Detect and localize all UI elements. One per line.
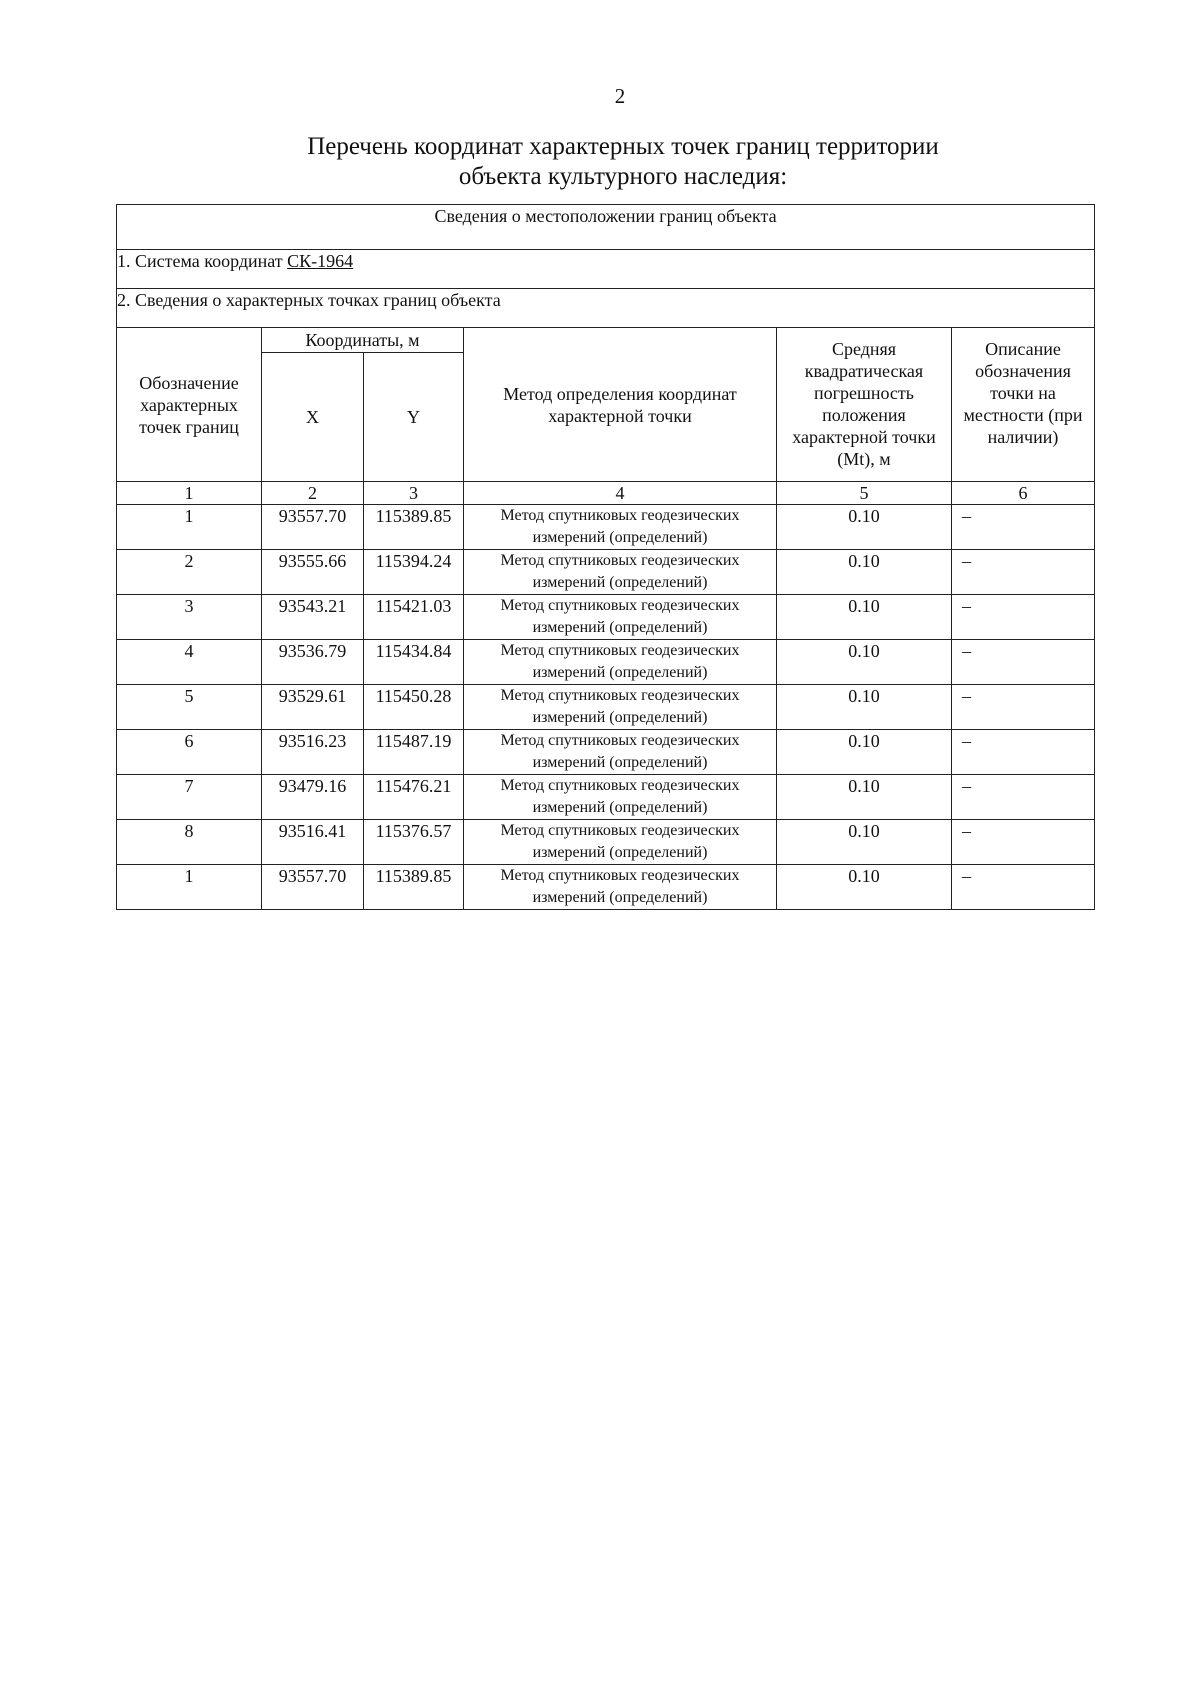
error-cell: 0.10 xyxy=(777,775,952,820)
column-number: 6 xyxy=(952,482,1095,505)
y-cell: 115487.19 xyxy=(364,730,464,775)
error-cell: 0.10 xyxy=(777,820,952,865)
column-number: 5 xyxy=(777,482,952,505)
description-cell: – xyxy=(952,640,1095,685)
y-cell: 115394.24 xyxy=(364,550,464,595)
column-number: 3 xyxy=(364,482,464,505)
document-title xyxy=(0,132,1200,192)
description-cell: – xyxy=(952,775,1095,820)
table-row xyxy=(117,730,1095,775)
description-cell: – xyxy=(952,685,1095,730)
header-point: Обозначение характерных точек границ xyxy=(117,328,262,482)
coordinate-system-name: СК-1964 xyxy=(287,251,354,271)
section-header-row xyxy=(117,205,1095,250)
header-coordinates: Координаты, м xyxy=(262,328,464,353)
x-cell: 93479.16 xyxy=(262,775,364,820)
x-cell: 93555.66 xyxy=(262,550,364,595)
y-cell: 115389.85 xyxy=(364,865,464,910)
description-cell: – xyxy=(952,865,1095,910)
point-cell: 1 xyxy=(117,865,262,910)
table-row xyxy=(117,685,1095,730)
method-cell: Метод спутниковых геодезических измерений (определений) xyxy=(464,685,777,730)
x-cell: 93557.70 xyxy=(262,505,364,550)
method-cell: Метод спутниковых геодезических измерений (определений) xyxy=(464,820,777,865)
method-cell: Метод спутниковых геодезических измерений (определений) xyxy=(464,775,777,820)
description-cell: – xyxy=(952,820,1095,865)
method-cell: Метод спутниковых геодезических измерений (определений) xyxy=(464,595,777,640)
coordinate-system-row xyxy=(117,250,1095,289)
coordinate-system-cell xyxy=(117,250,1095,289)
header-x: X xyxy=(262,353,364,482)
method-cell: Метод спутниковых геодезических измерений (определений) xyxy=(464,865,777,910)
section-header: Сведения о местоположении границ объекта xyxy=(117,205,1095,250)
description-cell: – xyxy=(952,505,1095,550)
error-cell: 0.10 xyxy=(777,685,952,730)
point-cell: 3 xyxy=(117,595,262,640)
header-description: Описание обозначения точки на местности (при наличии) xyxy=(952,328,1095,482)
table-row xyxy=(117,505,1095,550)
error-cell: 0.10 xyxy=(777,505,952,550)
header-method: Метод определения координат характерной точки xyxy=(464,328,777,482)
column-number: 1 xyxy=(117,482,262,505)
coordinate-system-label: 1. Система координат xyxy=(117,251,288,271)
description-cell: – xyxy=(952,550,1095,595)
error-cell: 0.10 xyxy=(777,595,952,640)
table-row xyxy=(117,820,1095,865)
point-cell: 4 xyxy=(117,640,262,685)
column-numbers-row xyxy=(117,482,1095,505)
y-cell: 115376.57 xyxy=(364,820,464,865)
x-cell: 93529.61 xyxy=(262,685,364,730)
y-cell: 115450.28 xyxy=(364,685,464,730)
column-number: 2 xyxy=(262,482,364,505)
point-cell: 5 xyxy=(117,685,262,730)
header-error: Средняя квадратическая погрешность положения характерной точки (Мt), м xyxy=(777,328,952,482)
x-cell: 93543.21 xyxy=(262,595,364,640)
description-cell: – xyxy=(952,595,1095,640)
x-cell: 93516.23 xyxy=(262,730,364,775)
table-row xyxy=(117,550,1095,595)
y-cell: 115421.03 xyxy=(364,595,464,640)
point-cell: 7 xyxy=(117,775,262,820)
table-row xyxy=(117,865,1095,910)
point-cell: 2 xyxy=(117,550,262,595)
x-cell: 93516.41 xyxy=(262,820,364,865)
column-number: 4 xyxy=(464,482,777,505)
error-cell: 0.10 xyxy=(777,640,952,685)
error-cell: 0.10 xyxy=(777,865,952,910)
table-row xyxy=(117,595,1095,640)
error-cell: 0.10 xyxy=(777,550,952,595)
y-cell: 115476.21 xyxy=(364,775,464,820)
description-cell: – xyxy=(952,730,1095,775)
point-cell: 1 xyxy=(117,505,262,550)
method-cell: Метод спутниковых геодезических измерений (определений) xyxy=(464,550,777,595)
table-row xyxy=(117,775,1095,820)
points-section-row xyxy=(117,289,1095,328)
x-cell: 93536.79 xyxy=(262,640,364,685)
page-number: 2 xyxy=(614,84,626,108)
method-cell: Метод спутниковых геодезических измерений (определений) xyxy=(464,505,777,550)
method-cell: Метод спутниковых геодезических измерений (определений) xyxy=(464,730,777,775)
y-cell: 115389.85 xyxy=(364,505,464,550)
error-cell: 0.10 xyxy=(777,730,952,775)
table-row xyxy=(117,640,1095,685)
x-cell: 93557.70 xyxy=(262,865,364,910)
points-section-label: 2. Сведения о характерных точках границ объекта xyxy=(117,289,1095,328)
y-cell: 115434.84 xyxy=(364,640,464,685)
header-y: Y xyxy=(364,353,464,482)
title-line-1: Перечень координат характерных точек границ территории xyxy=(307,133,939,160)
title-line-2: объекта культурного наследия: xyxy=(458,163,788,190)
coordinates-table xyxy=(116,204,1095,910)
point-cell: 6 xyxy=(117,730,262,775)
point-cell: 8 xyxy=(117,820,262,865)
method-cell: Метод спутниковых геодезических измерений (определений) xyxy=(464,640,777,685)
header-row-1 xyxy=(117,328,1095,353)
